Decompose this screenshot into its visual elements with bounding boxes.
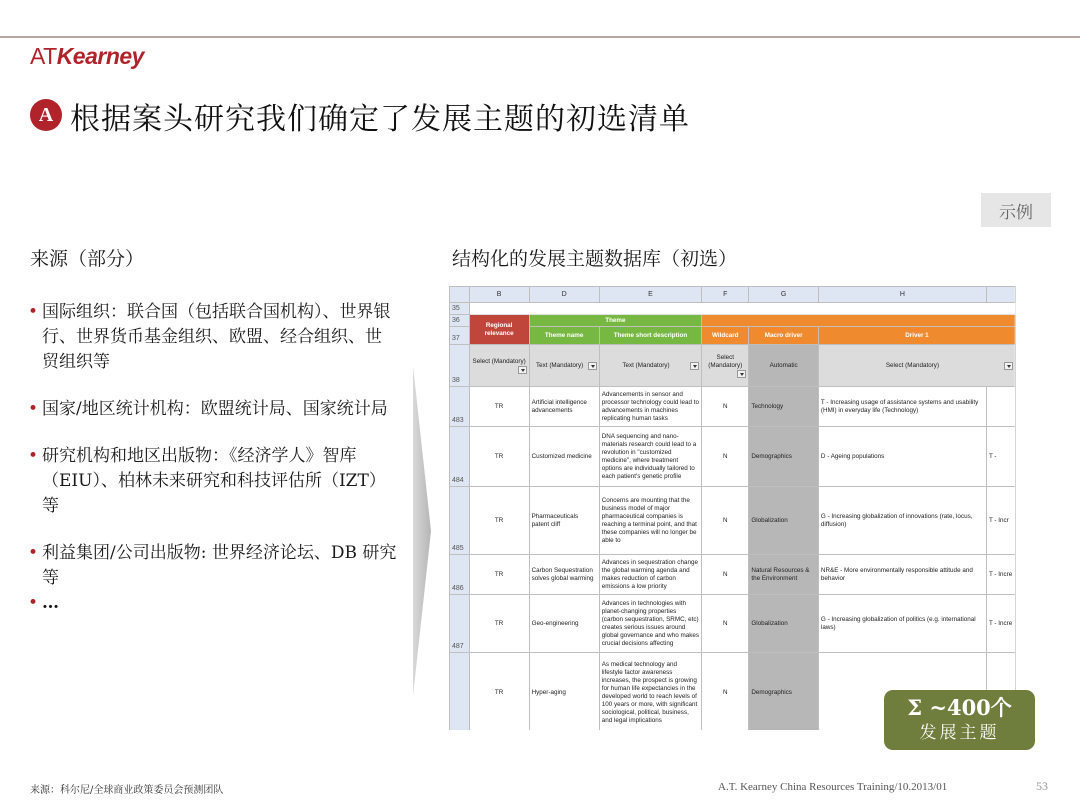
sources-list — [28, 300, 398, 616]
filter-dropdown-icon[interactable] — [588, 362, 597, 370]
theme-database-table — [449, 286, 1016, 730]
summary-callout: Σ ~400个 发展主题 — [884, 690, 1035, 750]
atkearney-logo: ATKearney — [30, 43, 144, 69]
list-item: • 国家/地区统计机构：欧盟统计局、国家统计局 — [28, 397, 398, 422]
table-row: 37 Theme name Theme short description Wildcard Macro driver Driver 1 — [450, 327, 1016, 345]
list-item: • 利益集团/公司出版物: 世界经济论坛、DB 研究等 — [28, 543, 397, 588]
filter-dropdown-icon[interactable] — [518, 366, 527, 374]
table-row: 483 TR Artificial intelligence advancements Advancements in sensor and processor technology could lead to advancements in machines replicating human tasks N Technology T - Increasing usage of assistance systems and usability (HMI) in everyday life (Technology) — [450, 387, 1016, 427]
torn-edge — [1014, 286, 1026, 730]
column-header-row: B D E F G H — [450, 287, 1016, 303]
table-row: 487 TR Geo-engineering Advances in technologies with planet-changing properties (carbon sequestration, SRMC, etc) creates serious issues around global governance and who makes crucial decisions affecting N Globalization G - Increasing globalization of politics (e.g. international laws) T - Incre — [450, 595, 1016, 653]
table-row: 485 TR Pharmaceuticals patent cliff Concerns are mounting that the business model of major pharmaceutical companies is reaching a terminal point, and that these companies will no longer be able to N Globalization G - Increasing globalization of innovations (rate, locus, diffusion) T - Incr — [450, 487, 1016, 555]
bullet-icon: • — [28, 593, 39, 613]
bullet-icon: • — [28, 446, 39, 466]
table-row: 486 TR Carbon Sequestration solves global warming Advances in sequestration change the global warming agenda and makes reduction of carbon emissions a low priority N Natural Resources & the Environment NR&E - More environmentally responsible attitude and behavior T - Incre — [450, 555, 1016, 595]
list-item: • … — [28, 591, 398, 616]
sources-heading: 来源（部分） — [30, 248, 145, 270]
source-note: 来源：科尔尼/全球商业政策委员会预测团队 — [30, 785, 224, 796]
list-item: • 研究机构和地区出版物：《经济学人》智库（EIU）、柏林未来研究和科技评估所（IZT）等 — [28, 446, 386, 516]
bullet-icon: • — [28, 302, 39, 322]
top-rule — [0, 36, 1080, 38]
theme-database-screenshot — [449, 286, 1016, 730]
bullet-icon: • — [28, 399, 39, 419]
page-number: 53 — [1036, 779, 1048, 793]
database-heading: 结构化的发展主题数据库（初选） — [452, 248, 738, 270]
table-row: 484 TR Customized medicine DNA sequencing and nano-materials research could lead to a revolution in "customized medicine", where treatment options are individually tailored to each patient's genetic profile N Demographics D - Ageing populations T - — [450, 427, 1016, 487]
filter-dropdown-icon[interactable] — [1004, 362, 1013, 370]
table-row: TR Hyper-aging As medical technology and lifestyle factor awareness increases, the prospect is growing for human life expectancies in the developed world to reach levels of 100 years or more, with significant sociological, political, business, and legal implications N Demographics — [450, 653, 1016, 731]
page-title: 根据案头研究我们确定了发展主题的初选清单 — [70, 102, 690, 137]
table-row: 35 — [450, 303, 1016, 315]
filter-dropdown-icon[interactable] — [737, 370, 746, 378]
list-item: • 国际组织：联合国（包括联合国机构）、世界银行、世界货币基金组织、欧盟、经合组织、世贸组织等 — [28, 302, 391, 372]
filter-dropdown-icon[interactable] — [690, 362, 699, 370]
chevron-right-icon — [413, 366, 433, 696]
table-row: 38 Select (Mandatory) Text (Mandatory) Text (Mandatory) Select (Mandatory) Automatic Select (Mandatory) — [450, 345, 1016, 387]
table-row: 36 Regional relevance Theme — [450, 315, 1016, 327]
section-badge: A — [30, 99, 62, 131]
footer-text: A.T. Kearney China Resources Training/10.2013/01 — [718, 781, 948, 793]
bullet-icon: • — [28, 543, 39, 563]
example-tag: 示例 — [981, 193, 1051, 227]
